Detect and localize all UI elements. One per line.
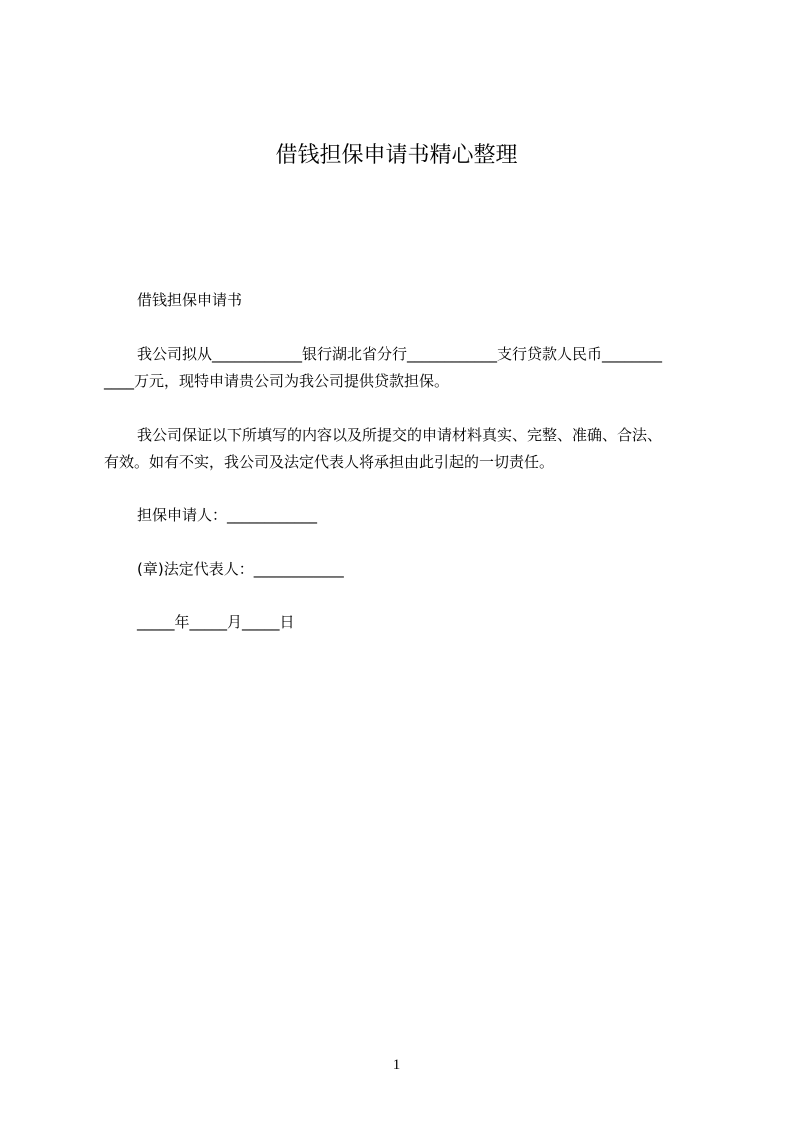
document-title: 借钱担保申请书精心整理 [275,143,518,168]
page-number: 1 [392,1057,401,1073]
document-heading: 借钱担保申请书 [137,291,243,309]
date-line: _____年_____月_____日 [137,613,295,631]
paragraph-1-line-2: ____万元，现特申请贵公司为我公司提供贷款担保。 [104,372,450,390]
paragraph-2-line-2: 有效。如有不实，我公司及法定代表人将承担由此引起的一切责任。 [104,453,555,471]
representative-signature-line: (章)法定代表人：____________ [137,560,344,578]
paragraph-1-line-1: 我公司拟从____________银行湖北省分行____________支行贷款人民币________ [137,345,663,363]
applicant-signature-line: 担保申请人：____________ [137,506,318,524]
paragraph-2-line-1: 我公司保证以下所填写的内容以及所提交的申请材料真实、完整、准确、合法、 [137,426,663,444]
